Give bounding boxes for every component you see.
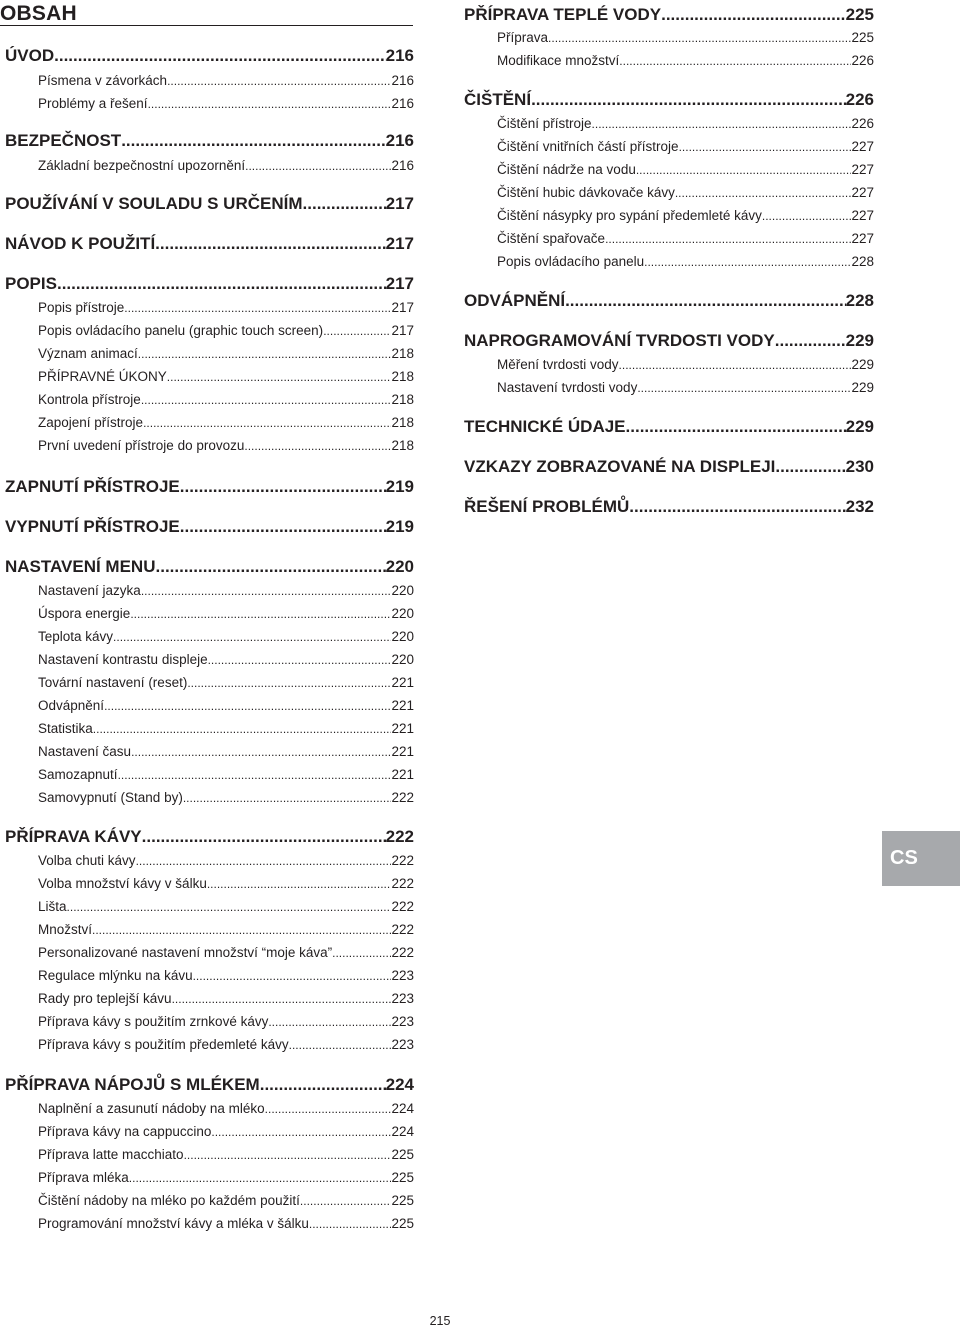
- toc-page-number: 227: [851, 231, 874, 246]
- toc-entry-label: Popis přístroje: [38, 300, 125, 315]
- toc-entry-label: ŘEŠENÍ PROBLÉMŮ: [464, 497, 630, 516]
- toc-page-number: 225: [391, 1147, 414, 1162]
- toc-entry-cisteni-hubic-davkovace-kavy[interactable]: [497, 183, 874, 203]
- toc-leader-dots: [260, 1074, 386, 1096]
- toc-entry-pripravne-ukony[interactable]: [38, 367, 414, 387]
- toc-entry-popis-ovladaciho-panelu-graphic-touch-screen[interactable]: [38, 321, 414, 341]
- toc-entry-label: Popis ovládacího panelu (graphic touch screen): [38, 323, 324, 338]
- toc-page-number: 224: [385, 1075, 414, 1094]
- toc-entry-label: Rady pro teplejší kávu: [38, 991, 172, 1006]
- toc-leader-dots: [303, 193, 386, 215]
- toc-leader-dots: [131, 743, 391, 762]
- toc-leader-dots: [309, 1215, 392, 1234]
- toc-page-number: 216: [385, 131, 414, 150]
- toc-section-odvapneni[interactable]: [464, 290, 874, 312]
- toc-page-number: 222: [391, 790, 414, 805]
- toc-leader-dots: [208, 651, 392, 670]
- toc-page-number: 224: [391, 1101, 414, 1116]
- toc-title: OBSAH: [0, 0, 413, 26]
- toc-leader-dots: [148, 95, 392, 114]
- toc-leader-dots: [141, 582, 392, 601]
- toc-entry-cisteni-nasypky-pro-sypani-predemlete-kavy[interactable]: [497, 206, 874, 226]
- toc-leader-dots: [268, 1013, 391, 1032]
- toc-entry-popis-pristroje[interactable]: [38, 298, 414, 318]
- toc-entry-cisteni-sparovace[interactable]: [497, 229, 874, 249]
- toc-leader-dots: [644, 253, 851, 272]
- toc-page-number: 226: [851, 53, 874, 68]
- toc-page-number: 229: [851, 380, 874, 395]
- toc-leader-dots: [207, 875, 392, 894]
- toc-entry-nastaveni-casu[interactable]: [38, 742, 414, 762]
- toc-entry-label: Modifikace množství: [497, 53, 620, 68]
- toc-page-number: 230: [845, 457, 874, 476]
- toc-section-uvod[interactable]: [5, 45, 414, 67]
- toc-leader-dots: [104, 697, 391, 716]
- toc-page-number: 221: [391, 721, 414, 736]
- toc-entry-label: Tovární nastavení (reset): [38, 675, 188, 690]
- toc-leader-dots: [184, 1146, 392, 1165]
- toc-entry-label: Čištění vnitřních částí přístroje: [497, 139, 679, 154]
- toc-page-number: 217: [385, 234, 414, 253]
- toc-entry-label: Množství: [38, 922, 93, 937]
- toc-section-navod-k-pouziti[interactable]: [5, 233, 414, 255]
- toc-leader-dots: [93, 720, 392, 739]
- toc-page-number: 220: [391, 583, 414, 598]
- toc-page-number: 217: [385, 274, 414, 293]
- toc-page-number: 227: [851, 208, 874, 223]
- toc-entry-label: Volba množství kávy v šálku: [38, 876, 207, 891]
- toc-entry-label: VYPNUTÍ PŘÍSTROJE: [5, 517, 180, 536]
- toc-leader-dots: [121, 130, 385, 152]
- toc-leader-dots: [289, 1036, 392, 1055]
- toc-section-zapnuti-pristroje[interactable]: [5, 476, 414, 498]
- toc-entry-prvni-uvedeni-pristroje-do-provozu[interactable]: [38, 436, 414, 456]
- toc-entry-label: Čištění násypky pro sypání předemleté kávy: [497, 208, 762, 223]
- toc-entry-lista[interactable]: [38, 897, 414, 917]
- toc-page-number: 218: [391, 438, 414, 453]
- toc-entry-label: Nastavení jazyka: [38, 583, 141, 598]
- toc-leader-dots: [245, 157, 391, 176]
- toc-entry-label: Nastavení kontrastu displeje: [38, 652, 208, 667]
- toc-leader-dots: [636, 161, 852, 180]
- toc-leader-dots: [167, 72, 391, 91]
- toc-page-number: 226: [845, 90, 874, 109]
- toc-page-number: 216: [391, 96, 414, 111]
- toc-page-number: 226: [851, 116, 874, 131]
- toc-leader-dots: [57, 273, 386, 295]
- toc-entry-label: První uvedení přístroje do provozu: [38, 438, 245, 453]
- toc-page-number: 218: [391, 369, 414, 384]
- toc-entry-label: Písmena v závorkách: [38, 73, 168, 88]
- page-number: 215: [429, 1314, 451, 1328]
- toc-page-number: 225: [391, 1170, 414, 1185]
- toc-section-technicke-udaje[interactable]: [464, 416, 874, 438]
- toc-section-priprava-napoju-s-mlekem[interactable]: [5, 1074, 414, 1096]
- toc-entry-label: Samozapnutí: [38, 767, 118, 782]
- toc-entry-label: ZAPNUTÍ PŘÍSTROJE: [5, 477, 180, 496]
- toc-entry-label: Programování množství kávy a mléka v šálku: [38, 1216, 309, 1231]
- toc-entry-label: NASTAVENÍ MENU: [5, 557, 156, 576]
- toc-entry-priprava-mleka[interactable]: [38, 1168, 414, 1188]
- toc-page-number: 220: [391, 652, 414, 667]
- toc-entry-personalizovane-nastaveni-mnozstvi-moje-kava[interactable]: [38, 943, 414, 963]
- toc-entry-label: Základní bezpečnostní upozornění: [38, 158, 246, 173]
- toc-entry-cisteni-nadoby-na-mleko-po-kazdem-pouziti[interactable]: [38, 1191, 414, 1211]
- toc-page-number: 223: [391, 991, 414, 1006]
- toc-leader-dots: [187, 674, 391, 693]
- toc-page-number: 220: [385, 557, 414, 576]
- toc-entry-label: ODVÁPNĚNÍ: [464, 291, 566, 310]
- toc-entry-modifikace-mnozstvi[interactable]: [497, 51, 874, 71]
- toc-leader-dots: [626, 416, 846, 438]
- toc-entry-label: Odvápnění: [38, 698, 105, 713]
- toc-entry-label: PŘÍPRAVA TEPLÉ VODY: [464, 5, 662, 24]
- toc-entry-label: Význam animací: [38, 346, 138, 361]
- toc-leader-dots: [129, 1169, 392, 1188]
- toc-leader-dots: [92, 921, 391, 940]
- toc-entry-nastaveni-kontrastu-displeje[interactable]: [38, 650, 414, 670]
- toc-entry-regulace-mlynku-na-kavu[interactable]: [38, 966, 414, 986]
- toc-leader-dots: [548, 29, 851, 48]
- toc-entry-label: Příprava kávy na cappuccino: [38, 1124, 212, 1139]
- toc-entry-label: ÚVOD: [5, 46, 55, 65]
- toc-page-number: 222: [391, 899, 414, 914]
- toc-entry-label: Příprava kávy s použitím zrnkové kávy: [38, 1014, 269, 1029]
- toc-page-number: 225: [391, 1193, 414, 1208]
- toc-page-number: 222: [391, 922, 414, 937]
- toc-entry-label: NÁVOD K POUŽITÍ: [5, 234, 156, 253]
- toc-entry-tovarni-nastaveni-reset[interactable]: [38, 673, 414, 693]
- toc-entry-label: Měření tvrdosti vody: [497, 357, 619, 372]
- toc-page-number: 218: [391, 346, 414, 361]
- toc-entry-label: POPIS: [5, 274, 57, 293]
- toc-section-priprava-kavy[interactable]: [5, 826, 414, 848]
- toc-leader-dots: [143, 414, 391, 433]
- toc-section-pouzivani-v-souladu-s-urcenim[interactable]: [5, 193, 414, 215]
- toc-page-number: 223: [391, 1037, 414, 1052]
- toc-leader-dots: [592, 115, 852, 134]
- toc-section-naprogramovani-tvrdosti-vody[interactable]: [464, 330, 874, 352]
- toc-section-priprava-teple-vody[interactable]: [464, 4, 874, 26]
- toc-leader-dots: [762, 207, 852, 226]
- toc-leader-dots: [565, 290, 846, 312]
- toc-leader-dots: [675, 184, 852, 203]
- toc-entry-priprava-kavy-s-pouzitim-zrnkove-kavy[interactable]: [38, 1012, 414, 1032]
- toc-page-number: 218: [391, 415, 414, 430]
- toc-entry-teplota-kavy[interactable]: [38, 627, 414, 647]
- toc-leader-dots: [54, 45, 386, 67]
- toc-entry-label: PŘÍPRAVA NÁPOJŮ S MLÉKEM: [5, 1075, 260, 1094]
- toc-entry-problemy-a-reseni[interactable]: [38, 94, 414, 114]
- toc-leader-dots: [180, 516, 386, 538]
- toc-leader-dots: [193, 967, 392, 986]
- toc-page-number: 224: [391, 1124, 414, 1139]
- toc-page-number: 218: [391, 392, 414, 407]
- toc-entry-label: Příprava mléka: [38, 1170, 129, 1185]
- language-tab-label: CS: [890, 847, 918, 869]
- toc-entry-label: Úspora energie: [38, 606, 131, 621]
- toc-entry-statistika[interactable]: [38, 719, 414, 739]
- toc-entry-label: Čištění hubic dávkovače kávy: [497, 185, 675, 200]
- toc-leader-dots: [167, 368, 392, 387]
- toc-page-number: 220: [391, 629, 414, 644]
- toc-entry-cisteni-vnitrnich-casti-pristroje[interactable]: [497, 137, 874, 157]
- toc-entry-label: Volba chuti kávy: [38, 853, 136, 868]
- toc-entry-cisteni-nadrze-na-vodu[interactable]: [497, 160, 874, 180]
- toc-leader-dots: [244, 437, 391, 456]
- toc-page-number: 219: [385, 517, 414, 536]
- toc-page-number: 222: [391, 853, 414, 868]
- toc-entry-label: NAPROGRAMOVÁNÍ TVRDOSTI VODY: [464, 331, 775, 350]
- toc-entry-mereni-tvrdosti-vody[interactable]: [497, 355, 874, 375]
- toc-page-number: 223: [391, 968, 414, 983]
- toc-leader-dots: [679, 138, 852, 157]
- toc-leader-dots: [661, 4, 846, 26]
- toc-entry-label: Problémy a řešení: [38, 96, 148, 111]
- toc-entry-odvapneni[interactable]: [38, 696, 414, 716]
- toc-leader-dots: [619, 52, 851, 71]
- toc-entry-popis-ovladaciho-panelu[interactable]: [497, 252, 874, 272]
- toc-entry-label: BEZPEČNOST: [5, 131, 122, 150]
- toc-page-number: 227: [851, 139, 874, 154]
- toc-section-bezpecnost[interactable]: [5, 130, 414, 152]
- toc-leader-dots: [183, 789, 392, 808]
- toc-entry-label: Regulace mlýnku na kávu: [38, 968, 193, 983]
- toc-entry-label: Nastavení času: [38, 744, 132, 759]
- toc-page-number: 220: [391, 606, 414, 621]
- toc-leader-dots: [141, 391, 392, 410]
- toc-entry-label: PŘÍPRAVA KÁVY: [5, 827, 142, 846]
- toc-leader-dots: [637, 379, 851, 398]
- toc-entry-label: Samovypnutí (Stand by): [38, 790, 183, 805]
- toc-page-number: 229: [845, 417, 874, 436]
- toc-page-number: 228: [851, 254, 874, 269]
- toc-entry-label: Příprava kávy s použitím předemleté kávy: [38, 1037, 289, 1052]
- toc-leader-dots: [300, 1192, 392, 1211]
- toc-leader-dots: [605, 230, 851, 249]
- toc-section-reseni-problemu[interactable]: [464, 496, 874, 518]
- toc-page-number: 217: [391, 300, 414, 315]
- toc-page-number: 216: [391, 158, 414, 173]
- toc-entry-priprava-latte-macchiato[interactable]: [38, 1145, 414, 1165]
- toc-leader-dots: [155, 233, 385, 255]
- toc-entry-label: TECHNICKÉ ÚDAJE: [464, 417, 626, 436]
- toc-section-cisteni[interactable]: [464, 89, 874, 111]
- toc-page-number: 222: [391, 876, 414, 891]
- toc-entry-label: Kontrola přístroje: [38, 392, 141, 407]
- toc-entry-nastaveni-tvrdosti-vody[interactable]: [497, 378, 874, 398]
- toc-leader-dots: [775, 456, 845, 478]
- toc-page-number: 222: [385, 827, 414, 846]
- toc-page-number: 228: [845, 291, 874, 310]
- toc-section-nastaveni-menu[interactable]: [5, 556, 414, 578]
- toc-entry-label: Zapojení přístroje: [38, 415, 144, 430]
- toc-entry-samovypnuti-stand-by[interactable]: [38, 788, 414, 808]
- toc-page-number: 221: [391, 767, 414, 782]
- toc-entry-pismena-v-zavorkach[interactable]: [38, 71, 414, 91]
- toc-page-number: 227: [851, 162, 874, 177]
- toc-page-number: 227: [851, 185, 874, 200]
- toc-entry-label: Čištění nádoby na mléko po každém použití: [38, 1193, 300, 1208]
- toc-entry-label: VZKAZY ZOBRAZOVANÉ NA DISPLEJI: [464, 457, 776, 476]
- toc-entry-label: Příprava latte macchiato: [38, 1147, 184, 1162]
- toc-leader-dots: [323, 322, 391, 341]
- toc-page-number: 229: [851, 357, 874, 372]
- toc-entry-label: Personalizované nastavení množství “moje káva”: [38, 945, 333, 960]
- toc-leader-dots: [531, 89, 846, 111]
- toc-entry-volba-chuti-kavy[interactable]: [38, 851, 414, 871]
- toc-page-number: 221: [391, 698, 414, 713]
- toc-entry-label: ČIŠTĚNÍ: [464, 90, 532, 109]
- toc-leader-dots: [130, 605, 391, 624]
- toc-entry-naplneni-a-zasunuti-nadoby-na-mleko[interactable]: [38, 1099, 414, 1119]
- toc-entry-label: Čištění nádrže na vodu: [497, 162, 636, 177]
- toc-leader-dots: [113, 628, 391, 647]
- toc-page-number: 223: [391, 1014, 414, 1029]
- toc-page-number: 232: [845, 497, 874, 516]
- toc-entry-label: Nastavení tvrdosti vody: [497, 380, 638, 395]
- toc-page-number: 216: [391, 73, 414, 88]
- toc-entry-kontrola-pristroje[interactable]: [38, 390, 414, 410]
- toc-leader-dots: [156, 556, 386, 578]
- toc-leader-dots: [775, 330, 846, 352]
- toc-leader-dots: [118, 766, 392, 785]
- toc-leader-dots: [172, 990, 392, 1009]
- toc-page-number: 225: [851, 30, 874, 45]
- toc-section-vzkazy-zobrazovane-na-displeji[interactable]: [464, 456, 874, 478]
- toc-entry-mnozstvi[interactable]: [38, 920, 414, 940]
- toc-entry-priprava-kavy-s-pouzitim-predemlete-kavy[interactable]: [38, 1035, 414, 1055]
- toc-entry-uspora-energie[interactable]: [38, 604, 414, 624]
- toc-entry-label: Čištění přístroje: [497, 116, 592, 131]
- toc-leader-dots: [211, 1123, 391, 1142]
- toc-leader-dots: [124, 299, 391, 318]
- toc-entry-vyznam-animaci[interactable]: [38, 344, 414, 364]
- toc-page-number: 217: [391, 323, 414, 338]
- toc-page-number: 219: [385, 477, 414, 496]
- toc-page-number: 225: [391, 1216, 414, 1231]
- toc-entry-zakladni-bezpecnostni-upozorneni[interactable]: [38, 156, 414, 176]
- toc-entry-volba-mnozstvi-kavy-v-salku[interactable]: [38, 874, 414, 894]
- toc-leader-dots: [265, 1100, 392, 1119]
- toc-page-number: 216: [385, 46, 414, 65]
- toc-page-number: 221: [391, 744, 414, 759]
- toc-page-number: 221: [391, 675, 414, 690]
- toc-leader-dots: [142, 826, 386, 848]
- toc-entry-samozapnuti[interactable]: [38, 765, 414, 785]
- toc-leader-dots: [629, 496, 845, 518]
- toc-entry-label: Popis ovládacího panelu: [497, 254, 645, 269]
- toc-entry-label: Příprava: [497, 30, 549, 45]
- toc-page-number: 222: [391, 945, 414, 960]
- toc-entry-label: POUŽÍVÁNÍ V SOULADU S URČENÍM: [5, 194, 303, 213]
- toc-leader-dots: [67, 898, 392, 917]
- toc-page-number: 217: [385, 194, 414, 213]
- toc-entry-nastaveni-jazyka[interactable]: [38, 581, 414, 601]
- toc-entry-label: Naplnění a zasunutí nádoby na mléko: [38, 1101, 265, 1116]
- toc-entry-rady-pro-teplejsi-kavu[interactable]: [38, 989, 414, 1009]
- toc-entry-priprava[interactable]: [497, 28, 874, 48]
- toc-page-number: 229: [845, 331, 874, 350]
- toc-entry-cisteni-pristroje[interactable]: [497, 114, 874, 134]
- toc-entry-label: PŘÍPRAVNÉ ÚKONY: [38, 369, 167, 384]
- language-tab-cs: [882, 831, 960, 886]
- toc-entry-programovani-mnozstvi-kavy-a-mleka-v-salku[interactable]: [38, 1214, 414, 1234]
- toc-section-popis[interactable]: [5, 273, 414, 295]
- toc-entry-zapojeni-pristroje[interactable]: [38, 413, 414, 433]
- toc-entry-label: Čištění spařovače: [497, 231, 606, 246]
- toc-section-vypnuti-pristroje[interactable]: [5, 516, 414, 538]
- toc-entry-label: Lišta: [38, 899, 67, 914]
- toc-entry-label: Teplota kávy: [38, 629, 114, 644]
- toc-leader-dots: [332, 944, 391, 963]
- toc-leader-dots: [619, 356, 852, 375]
- toc-entry-priprava-kavy-na-cappuccino[interactable]: [38, 1122, 414, 1142]
- toc-leader-dots: [180, 476, 386, 498]
- toc-leader-dots: [138, 345, 392, 364]
- toc-entry-label: Statistika: [38, 721, 93, 736]
- toc-leader-dots: [136, 852, 392, 871]
- toc-page-number: 225: [845, 5, 874, 24]
